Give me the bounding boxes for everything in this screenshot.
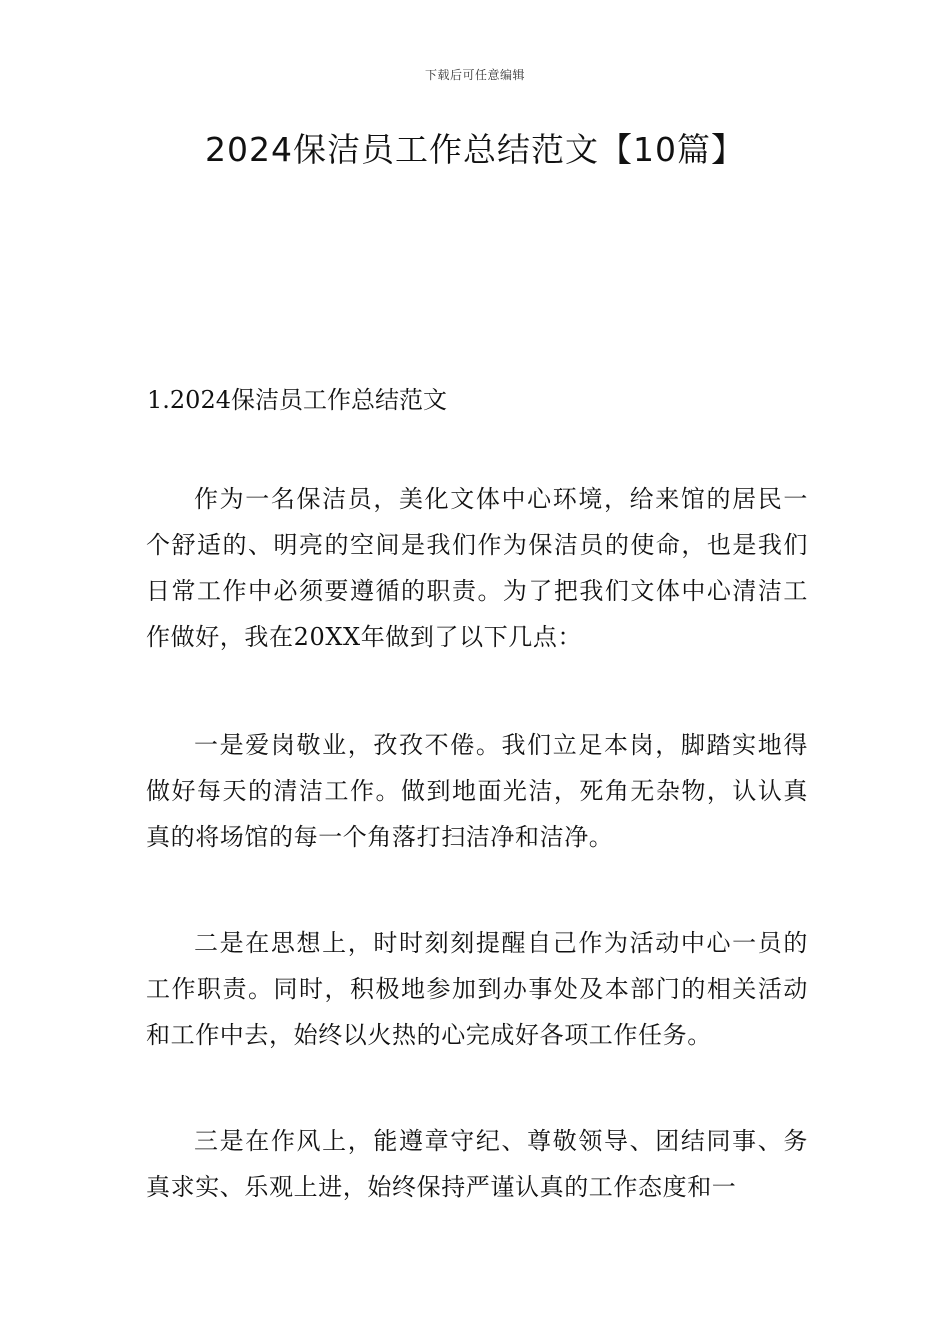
document-title: 2024保洁员工作总结范文【10篇】 bbox=[205, 130, 745, 169]
paragraph-3: 二是在思想上，时时刻刻提醒自己作为活动中心一员的工作职责。同时，积极地参加到办事处及本部门的相关活动和工作中去，始终以火热的心完成好各项工作任务。 bbox=[146, 929, 808, 1049]
paragraph-4: 三是在作风上，能遵章守纪、尊敬领导、团结同事、务真求实、乐观上进，始终保持严谨认真的工作态度和一 bbox=[146, 1127, 808, 1201]
section-heading: 1.2024保洁员工作总结范文 bbox=[147, 386, 447, 414]
header-note: 下载后可任意编辑 bbox=[424, 68, 525, 82]
paragraph-2: 一是爱岗敬业，孜孜不倦。我们立足本岗，脚踏实地得做好每天的清洁工作。做到地面光洁，死角无杂物，认认真真的将场馆的每一个角落打扫洁净和洁净。 bbox=[146, 731, 808, 851]
paragraph-1: 作为一名保洁员，美化文体中心环境，给来馆的居民一个舒适的、明亮的空间是我们作为保洁员的使命，也是我们日常工作中必须要遵循的职责。为了把我们文体中心清洁工作做好，我在20XX年做到了以下几点： bbox=[146, 485, 808, 651]
